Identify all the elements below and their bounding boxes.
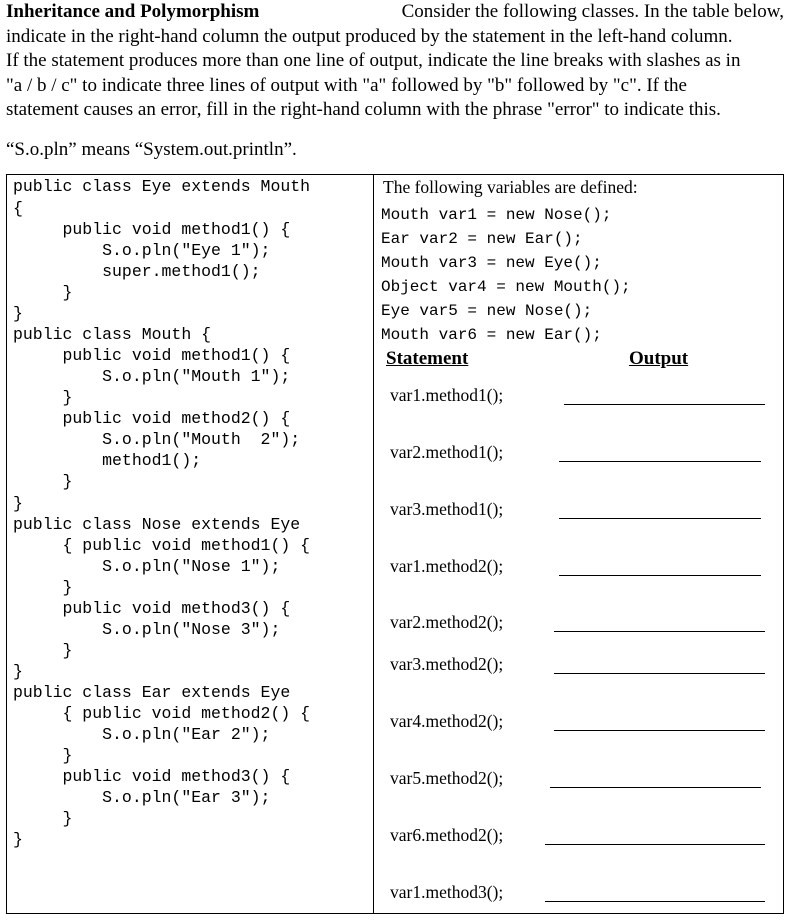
code-line: public void method3() { xyxy=(13,599,291,618)
code-line: public class Mouth { xyxy=(13,325,212,344)
code-line: S.o.pln("Mouth 1"); xyxy=(13,367,291,386)
code-line: } xyxy=(13,809,73,828)
code-line: } xyxy=(13,388,73,407)
output-answer-line-10[interactable] xyxy=(545,901,765,902)
instructions-line: statement causes an error, fill in the right-hand column with the phrase "error" to indicate this. xyxy=(6,99,721,120)
code-line: public void method2() { xyxy=(13,409,291,428)
code-line: } xyxy=(13,641,73,660)
statement-10: var1.method3(); xyxy=(390,882,504,902)
variable-definition: Object var4 = new Mouth(); xyxy=(381,278,631,296)
output-header: Output xyxy=(629,348,689,369)
statement-5: var2.method2(); xyxy=(390,612,504,632)
variable-definition: Mouth var3 = new Eye(); xyxy=(381,254,602,272)
code-line: } xyxy=(13,494,23,513)
code-line: } xyxy=(13,662,23,681)
column-divider xyxy=(373,175,374,913)
output-answer-line-3[interactable] xyxy=(559,518,761,519)
code-line: } xyxy=(13,472,73,491)
code-line: super.method1(); xyxy=(13,262,261,281)
statement-4: var1.method2(); xyxy=(390,556,504,576)
code-line: } xyxy=(13,746,73,765)
code-line: S.o.pln("Ear 2"); xyxy=(13,725,271,744)
output-answer-line-4[interactable] xyxy=(559,575,761,576)
code-line: public void method3() { xyxy=(13,767,291,786)
code-line: } xyxy=(13,578,73,597)
abbreviation-note: “S.o.pln” means “System.out.println”. xyxy=(6,139,297,160)
variable-definition: Mouth var1 = new Nose(); xyxy=(381,206,612,224)
instructions-line: If the statement produces more than one line of output, indicate the line breaks with slashes as in xyxy=(6,50,741,71)
variable-definition: Ear var2 = new Ear(); xyxy=(381,230,583,248)
output-answer-line-2[interactable] xyxy=(559,461,761,462)
statement-header: Statement xyxy=(386,348,469,369)
code-line: S.o.pln("Nose 1"); xyxy=(13,557,281,576)
code-line: public void method1() { xyxy=(13,220,291,239)
code-line: public class Nose extends Eye xyxy=(13,515,301,534)
statement-8: var5.method2(); xyxy=(390,768,504,788)
statement-9: var6.method2(); xyxy=(390,825,504,845)
output-answer-line-6[interactable] xyxy=(554,673,765,674)
statement-6: var3.method2(); xyxy=(390,654,504,674)
page-title: Inheritance and Polymorphism xyxy=(6,1,260,22)
statement-1: var1.method1(); xyxy=(390,385,504,405)
instructions xyxy=(6,0,784,123)
exercise-table xyxy=(6,174,784,914)
code-line: S.o.pln("Mouth 2"); xyxy=(13,430,301,449)
code-line: { public void method1() { xyxy=(13,536,311,555)
definitions-title: The following variables are defined: xyxy=(383,177,638,197)
code-line: { public void method2() { xyxy=(13,704,311,723)
output-answer-line-1[interactable] xyxy=(564,404,765,405)
code-line: method1(); xyxy=(13,451,202,470)
code-line: public class Ear extends Eye xyxy=(13,683,291,702)
output-answer-line-8[interactable] xyxy=(550,787,761,788)
code-line: { xyxy=(13,199,23,218)
variable-definition: Eye var5 = new Nose(); xyxy=(381,302,593,320)
code-line: public void method1() { xyxy=(13,346,291,365)
variable-definition: Mouth var6 = new Ear(); xyxy=(381,326,602,344)
output-answer-line-7[interactable] xyxy=(554,730,765,731)
code-line: S.o.pln("Nose 3"); xyxy=(13,620,281,639)
output-answer-line-9[interactable] xyxy=(545,844,765,845)
instructions-line: "a / b / c" to indicate three lines of output with "a" followed by "b" followed by "c". If the xyxy=(6,74,687,96)
instructions-first-line xyxy=(6,0,784,25)
code-line: } xyxy=(13,830,23,849)
statement-2: var2.method1(); xyxy=(390,442,504,462)
statement-3: var3.method1(); xyxy=(390,499,504,519)
instructions-first-line-text: Consider the following classes. In the table below, xyxy=(401,1,784,22)
code-line: } xyxy=(13,304,23,323)
instructions-line: indicate in the right-hand column the output produced by the statement in the left-hand column. xyxy=(6,25,733,47)
output-answer-line-5[interactable] xyxy=(554,631,765,632)
code-line: S.o.pln("Eye 1"); xyxy=(13,241,271,260)
code-line: S.o.pln("Ear 3"); xyxy=(13,788,271,807)
statement-7: var4.method2(); xyxy=(390,711,504,731)
code-line: } xyxy=(13,283,73,302)
code-line: public class Eye extends Mouth xyxy=(13,177,311,196)
